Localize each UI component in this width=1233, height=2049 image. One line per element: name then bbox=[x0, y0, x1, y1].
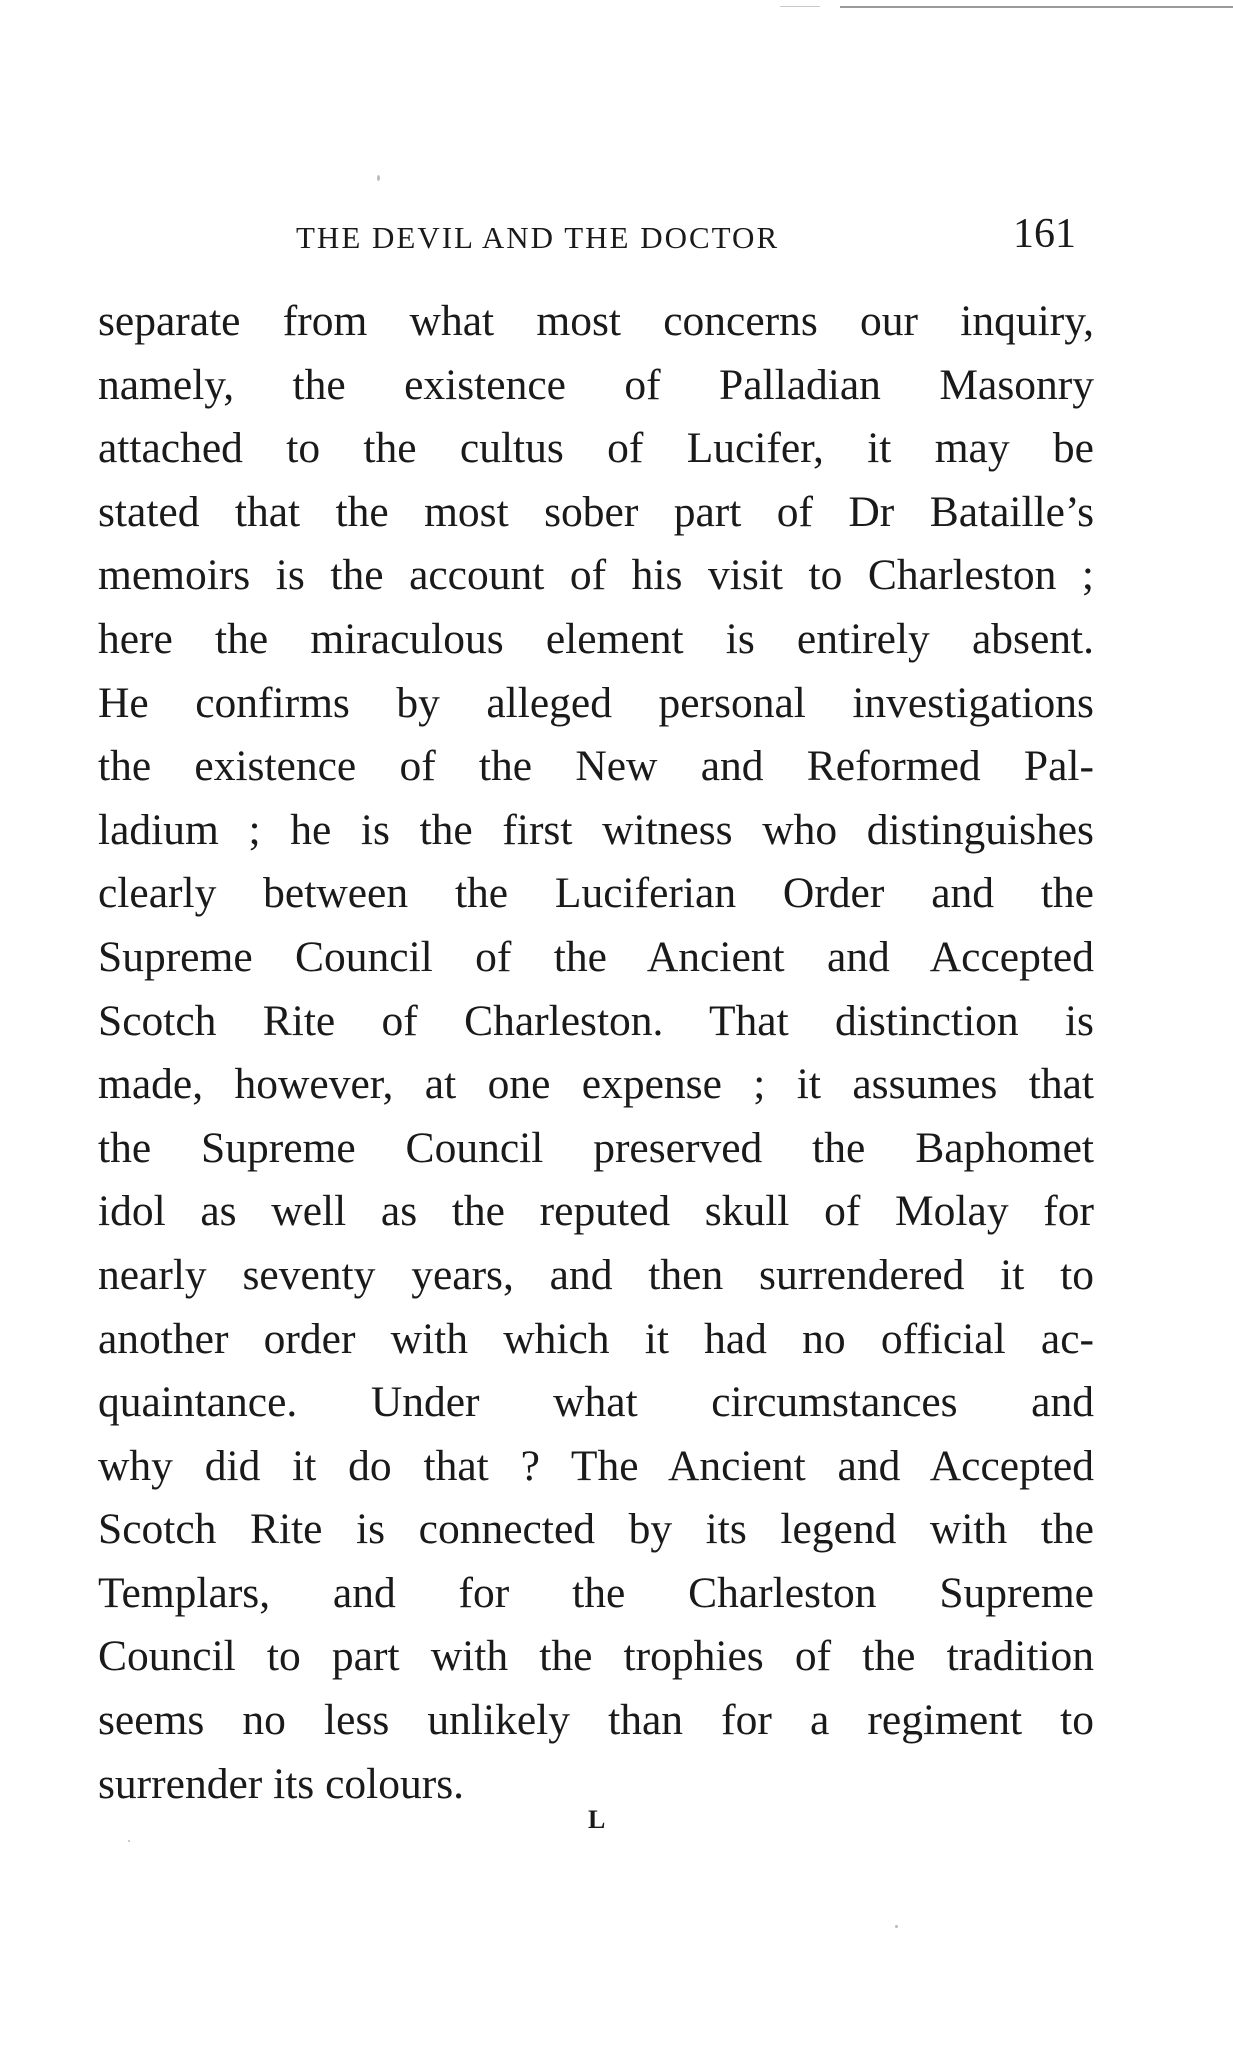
text-line: He confirms by alleged personal investigations bbox=[98, 678, 1094, 727]
text-line: memoirs is the account of his visit to Charleston ; bbox=[98, 551, 1094, 600]
text-line: the existence of the New and Reformed Pal- bbox=[98, 742, 1094, 791]
text-line: clearly between the Luciferian Order and the bbox=[98, 869, 1094, 918]
top-edge-rule bbox=[840, 6, 1233, 8]
text-line: Templars, and for the Charleston Supreme bbox=[98, 1568, 1094, 1617]
paper-speck bbox=[128, 1840, 130, 1842]
text-line: namely, the existence of Palladian Masonry bbox=[98, 360, 1094, 409]
text-line: Supreme Council of the Ancient and Accepted bbox=[98, 932, 1094, 981]
text-line: Scotch Rite is connected by its legend with the bbox=[98, 1505, 1094, 1554]
text-line: here the miraculous element is entirely absent. bbox=[98, 614, 1094, 663]
signature-mark: L bbox=[588, 1805, 606, 1834]
text-line: seems no less unlikely than for a regiment to bbox=[98, 1696, 1094, 1745]
text-line: stated that the most sober part of Dr Bataille’s bbox=[98, 487, 1094, 536]
top-edge-dash bbox=[780, 6, 820, 7]
text-line: quaintance. Under what circumstances and bbox=[98, 1378, 1094, 1427]
running-head bbox=[296, 210, 1076, 260]
text-line: nearly seventy years, and then surrendered it to bbox=[98, 1250, 1094, 1299]
text-line-last: surrender its colours. bbox=[98, 1759, 465, 1808]
body-text bbox=[98, 290, 1094, 1816]
text-line: Council to part with the trophies of the tradition bbox=[98, 1632, 1094, 1681]
text-line: ladium ; he is the first witness who distinguishes bbox=[98, 805, 1094, 854]
paper-speck bbox=[377, 175, 380, 181]
running-title: THE DEVIL AND THE DOCTOR bbox=[296, 220, 780, 255]
text-line: idol as well as the reputed skull of Molay for bbox=[98, 1187, 1094, 1236]
text-line: separate from what most concerns our inquiry, bbox=[98, 297, 1094, 345]
text-line: attached to the cultus of Lucifer, it may be bbox=[98, 424, 1094, 473]
paper-speck bbox=[895, 1925, 898, 1928]
text-line: the Supreme Council preserved the Baphomet bbox=[98, 1123, 1094, 1172]
text-line: Scotch Rite of Charleston. That distinction is bbox=[98, 996, 1094, 1045]
text-line: another order with which it had no official ac- bbox=[98, 1314, 1094, 1363]
text-line: why did it do that ? The Ancient and Accepted bbox=[98, 1441, 1094, 1490]
text-line: made, however, at one expense ; it assumes that bbox=[98, 1060, 1094, 1109]
page-number: 161 bbox=[1013, 211, 1076, 257]
